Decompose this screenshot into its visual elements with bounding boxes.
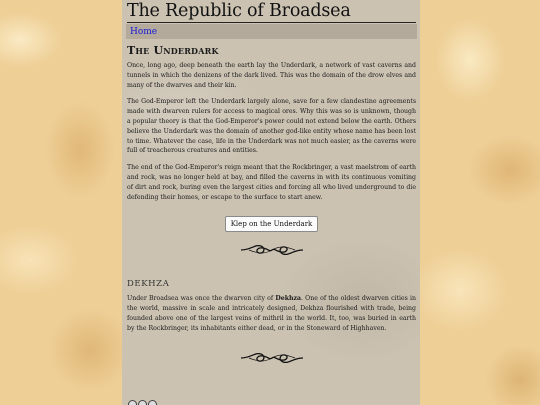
flourish-divider-icon <box>239 240 305 260</box>
dekhza-paragraph <box>127 294 416 333</box>
dekhza-text-before: Under Broadsea was once the dwarven city of <box>127 295 276 303</box>
footer-badges <box>128 400 157 405</box>
by-badge-icon[interactable] <box>138 400 147 405</box>
section-title-dekhza: DEKHZA <box>127 279 170 290</box>
cc-badge-icon[interactable] <box>128 400 137 405</box>
flourish-divider-icon <box>239 348 305 368</box>
content-column <box>122 0 420 405</box>
nav-home-link[interactable]: Home <box>130 26 158 37</box>
page-title: The Underdark <box>127 44 219 57</box>
site-title: The Republic of Broadsea <box>127 1 351 21</box>
dekhza-highlight: Dekhza <box>275 295 302 303</box>
dekhza-text-after: . One of the oldest dwarven cities in the world, massive in scale and intricately designed, Dekhza flourished with trade, being founded above one of the largest veins of mithril in the world. It, too, was buried in earth by the Rockbringer, its inhabitants either dead, or in the Stoneward of Highhaven. <box>127 295 416 332</box>
paragraph-3: The end of the God-Emperor's reign meant that the Rockbringer, a vast maelstrom of earth and rock, was no longer held at bay, and filled the caverns in with its continuous vomiting of dirt and rock, buring even the largest cities and forcing all who lived underground to die defending their homes, or escape to the surface to start anew. <box>127 164 416 201</box>
paragraph-1: Once, long ago, deep beneath the earth lay the Underdark, a network of vast caverns and tunnels in which the denizens of the dark lived. This was the domain of the drow elves and many of the dwarves and their kin. <box>127 62 416 89</box>
nav-bar <box>126 24 417 39</box>
klep-underdark-button[interactable]: Klep on the Underdark <box>225 216 319 232</box>
title-rule <box>127 22 416 23</box>
button-container <box>127 211 416 232</box>
paragraph-2: The God-Emperor left the Underdark largely alone, save for a few clandestine agreements made with dwarven rulers for access to magical ores. Why this was so is unknown, though a popular theory is that the God-Emperor's power could not extend below the earth. Others believe the Underdark was the domain of another god-like entity whose name has been lost to time. Whatever the case, life in the Underdark was not much easier, as the caverns were full of treacherous creatures and entities. <box>127 98 416 155</box>
sa-badge-icon[interactable] <box>148 400 157 405</box>
